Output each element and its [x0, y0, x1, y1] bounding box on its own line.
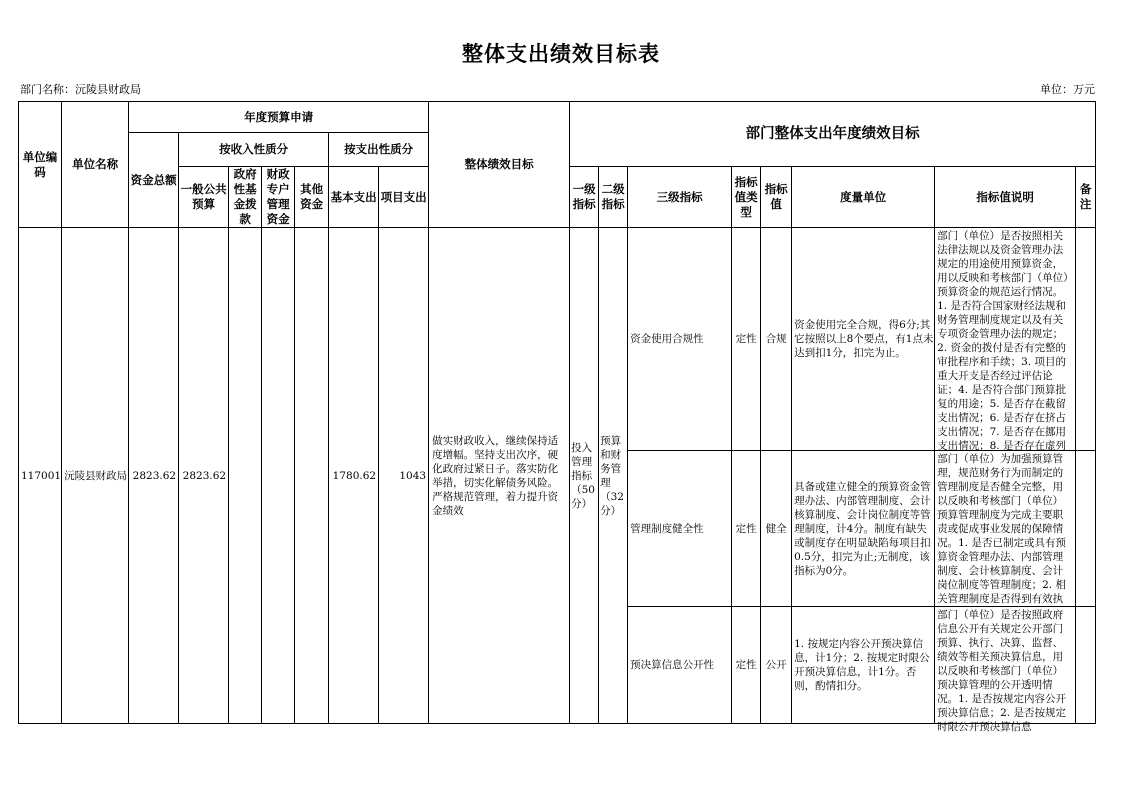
- remark-cell: [1076, 607, 1096, 724]
- performance-table: [18, 101, 1096, 733]
- header-lvl2: 二级指标: [599, 167, 628, 228]
- header-remark: 备注: [1076, 167, 1096, 228]
- header-ind-type: 指标值类型: [732, 167, 761, 228]
- ind-value-cell: 合规: [761, 228, 792, 451]
- header-general-budget: 一般公共预算: [179, 167, 229, 228]
- ind-type-cell: 定性: [732, 228, 761, 451]
- lvl3-cell: 预决算信息公开性: [628, 607, 732, 724]
- header-gov-fund: 政府性基金拨款: [229, 167, 262, 228]
- desc-cell: 部门（单位）是否按照相关法律法规以及资金管理办法规定的用途使用预算资金，用以反映和考核部门（单位）预算资金的规范运行情况。1. 是否符合国家财经法规和财务管理制度规定以及有关专项资金管理办法的规定；2. 资金的拨付是否有完整的审批程序和手续；3. 项目的重大开支是否经过评估论证；4. 是否符合部门预算批复的用途；5. 是否存在截留支出情况；6. 是否存在挤占支出情况；7. 是否存在挪用支出情况；8. 是否存在虚列: [937, 230, 1069, 452]
- header-total: 资金总额: [129, 133, 179, 228]
- header-desc: 指标值说明: [935, 167, 1076, 228]
- header-other-fund: 其他资金: [295, 167, 329, 228]
- header-project-exp: 项目支出: [379, 167, 429, 228]
- ind-type-cell: 定性: [732, 451, 761, 607]
- lvl2-cell: 预算和财务管理（32分）: [599, 228, 628, 724]
- general-budget-cell: 2823.62: [179, 228, 229, 724]
- special-fund-cell: [262, 228, 295, 724]
- lvl1-cell: 投入管理指标（50分）: [570, 228, 599, 724]
- header-budget-apply: 年度预算申请: [129, 102, 429, 133]
- header-ind-value: 指标值: [761, 167, 792, 228]
- lvl3-cell: 管理制度健全性: [628, 451, 732, 607]
- department-name: 部门名称：沅陵县财政局: [20, 83, 141, 96]
- overall-goal-cell: 做实财政收入，继续保持适度增幅。坚持支出次序，硬化政府过紧日子。落实防化举措，切实化解债务风险。严格规范管理，着力提升资金绩效: [429, 228, 570, 724]
- header-lvl3: 三级指标: [628, 167, 732, 228]
- header-by-income: 按收入性质分: [179, 133, 329, 167]
- header-by-expense: 按支出性质分: [329, 133, 429, 167]
- unit-name-cell: 沅陵县财政局: [62, 228, 129, 724]
- header-measure: 度量单位: [792, 167, 935, 228]
- basic-exp-cell: 1780.62: [329, 228, 379, 724]
- ind-value-cell: 健全: [761, 451, 792, 607]
- header-overall-goal: 整体绩效目标: [429, 102, 570, 228]
- table-row: [19, 228, 1096, 451]
- desc-cell: 部门（单位）为加强预算管理，规范财务行为而制定的管理制度是否健全完整，用以反映和考核部门（单位）预算管理制度为完成主要职责或促成事业发展的保障情况。1. 是否已制定或具有预算资金管理办法、内部管理制度、会计核算制度、会计岗位制度等管理制度；2. 相关管理制度是否得到有效执: [937, 453, 1066, 605]
- page-title: 整体支出绩效目标表: [462, 42, 660, 66]
- total-cell: 2823.62: [129, 228, 179, 724]
- header-unit-name: 单位名称: [62, 102, 129, 228]
- header-special-fund: 财政专户管理资金: [262, 167, 295, 228]
- ind-value-cell: 公开: [761, 607, 792, 724]
- ind-type-cell: 定性: [732, 607, 761, 724]
- measure-cell: 具备或建立健全的预算资金管理办法、内部管理制度、会计核算制度、会计岗位制度等管理制度，计4分。制度有缺失或制度存在明显缺陷每项目扣0.5分，扣完为止;无制度，该指标为0分。: [792, 451, 935, 607]
- remark-cell: [1076, 228, 1096, 451]
- header-unit-code: 单位编码: [19, 102, 62, 228]
- project-exp-cell: 1043: [379, 228, 429, 724]
- unit-code-cell: 117001: [19, 228, 62, 724]
- other-fund-cell: [295, 228, 329, 724]
- measure-cell: 1. 按规定内容公开预决算信息，计1分；2. 按规定时限公开预决算信息，计1分。否则，酌情扣分。: [792, 607, 935, 724]
- desc-cell: 部门（单位）是否按照政府信息公开有关规定公开部门预算、执行、决算、监督、绩效等相关预决算信息，用以反映和考核部门（单位）预决算管理的公开透明情况。1. 是否按规定内容公开预决算信息；2. 是否按规定时限公开预决算信息: [937, 609, 1066, 733]
- header-basic-exp: 基本支出: [329, 167, 379, 228]
- unit-label: 单位：万元: [1040, 83, 1095, 96]
- lvl3-cell: 资金使用合规性: [628, 228, 732, 451]
- remark-cell: [1076, 451, 1096, 607]
- gov-fund-cell: [229, 228, 262, 724]
- measure-cell: 资金使用完全合规，得6分;其它按照以上8个要点，有1点未达到扣1分，扣完为止。: [792, 228, 935, 451]
- header-dept-goal: 部门整体支出年度绩效目标: [570, 102, 1096, 167]
- header-lvl1: 一级指标: [570, 167, 599, 228]
